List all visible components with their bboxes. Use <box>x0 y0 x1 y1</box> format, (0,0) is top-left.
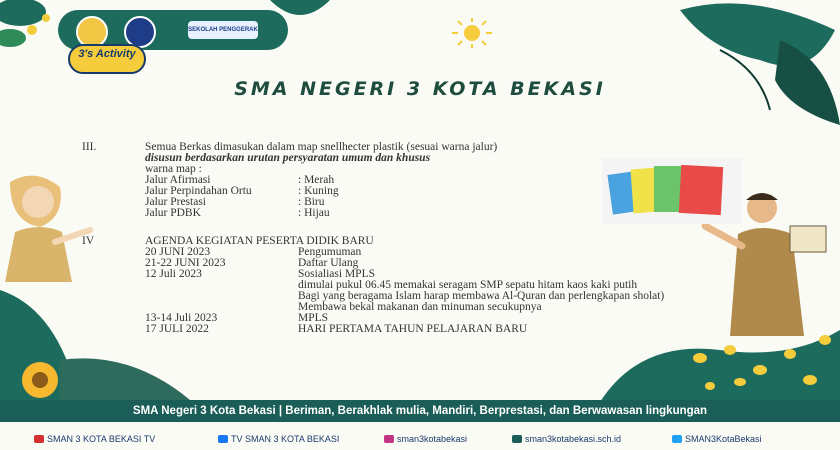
sun-icon <box>446 16 498 50</box>
folder-photo <box>602 158 742 224</box>
map-color-row: Jalur Perpindahan Ortu <box>145 185 252 197</box>
agenda-date: 13-14 Juli 2023 <box>145 312 218 324</box>
section-4-number: IV <box>82 235 95 247</box>
agenda-text: Pengumuman <box>298 246 362 258</box>
leaf-decoration-top-right <box>660 0 840 130</box>
map-color-value: : Biru <box>298 196 325 208</box>
map-color-row: Jalur Prestasi <box>145 196 207 208</box>
activity-badge: 3's Activity <box>68 44 146 74</box>
agenda-text: MPLS <box>298 312 329 324</box>
social-youtube[interactable]: SMAN 3 KOTA BEKASI TV <box>34 434 155 444</box>
sekolah-penggerak-logo: SEKOLAH PENGGERAK <box>188 21 258 39</box>
social-website[interactable]: sman3kotabekasi.sch.id <box>512 434 621 444</box>
map-color-row: Jalur PDBK <box>145 207 201 219</box>
agenda-text: Bagi yang beragama Islam harap membawa Al-Quran dan perlengkapan sholat) <box>298 290 665 302</box>
agenda-date: 21-22 JUNI 2023 <box>145 257 226 269</box>
twitter-icon <box>672 435 682 443</box>
globe-icon <box>512 435 522 443</box>
agenda-date: 17 JULI 2022 <box>145 323 209 335</box>
leaf-decoration-bottom-left <box>0 270 200 405</box>
agenda-text: Membawa bekal makanan dan minuman secukupnya <box>298 301 542 313</box>
agenda-text: Sosialiasi MPLS <box>298 268 376 280</box>
section-3-line-2: disusun berdasarkan urutan persyaratan umum dan khusus <box>145 152 431 164</box>
social-facebook[interactable]: TV SMAN 3 KOTA BEKASI <box>218 434 339 444</box>
student-illustration <box>0 172 95 282</box>
facebook-icon <box>218 435 228 443</box>
section-3-line-1: Semua Berkas dimasukan dalam map snellhecter plastik (sesuai warna jalur) <box>145 141 498 153</box>
agenda-text: HARI PERTAMA TAHUN PELAJARAN BARU <box>298 323 528 335</box>
instagram-icon <box>384 435 394 443</box>
map-color-value: : Hijau <box>298 207 330 219</box>
social-twitter[interactable]: SMAN3KotaBekasi <box>672 434 762 444</box>
footer-tagline: SMA Negeri 3 Kota Bekasi | Beriman, Berakhlak mulia, Mandiri, Berprestasi, dan Berwawasan lingkungan <box>0 400 840 422</box>
social-instagram[interactable]: sman3kotabekasi <box>384 434 467 444</box>
youtube-icon <box>34 435 44 443</box>
section-3-number: III. <box>82 141 97 153</box>
map-color-value: : Merah <box>298 174 335 186</box>
map-color-row: Jalur Afirmasi <box>145 174 211 186</box>
agenda-date: 12 Juli 2023 <box>145 268 202 280</box>
agenda-text: Daftar Ulang <box>298 257 359 269</box>
section-4-heading: AGENDA KEGIATAN PESERTA DIDIK BARU <box>145 235 374 247</box>
agenda-text: dimulai pukul 06.45 memakai seragam SMP sepatu hitam kaos kaki putih <box>298 279 638 291</box>
social-links <box>0 430 840 450</box>
agenda-date: 20 JUNI 2023 <box>145 246 211 258</box>
section-3-line-3: warna map : <box>145 163 202 175</box>
map-color-value: : Kuning <box>298 185 339 197</box>
page-title: SMA NEGERI 3 KOTA BEKASI <box>234 78 606 100</box>
